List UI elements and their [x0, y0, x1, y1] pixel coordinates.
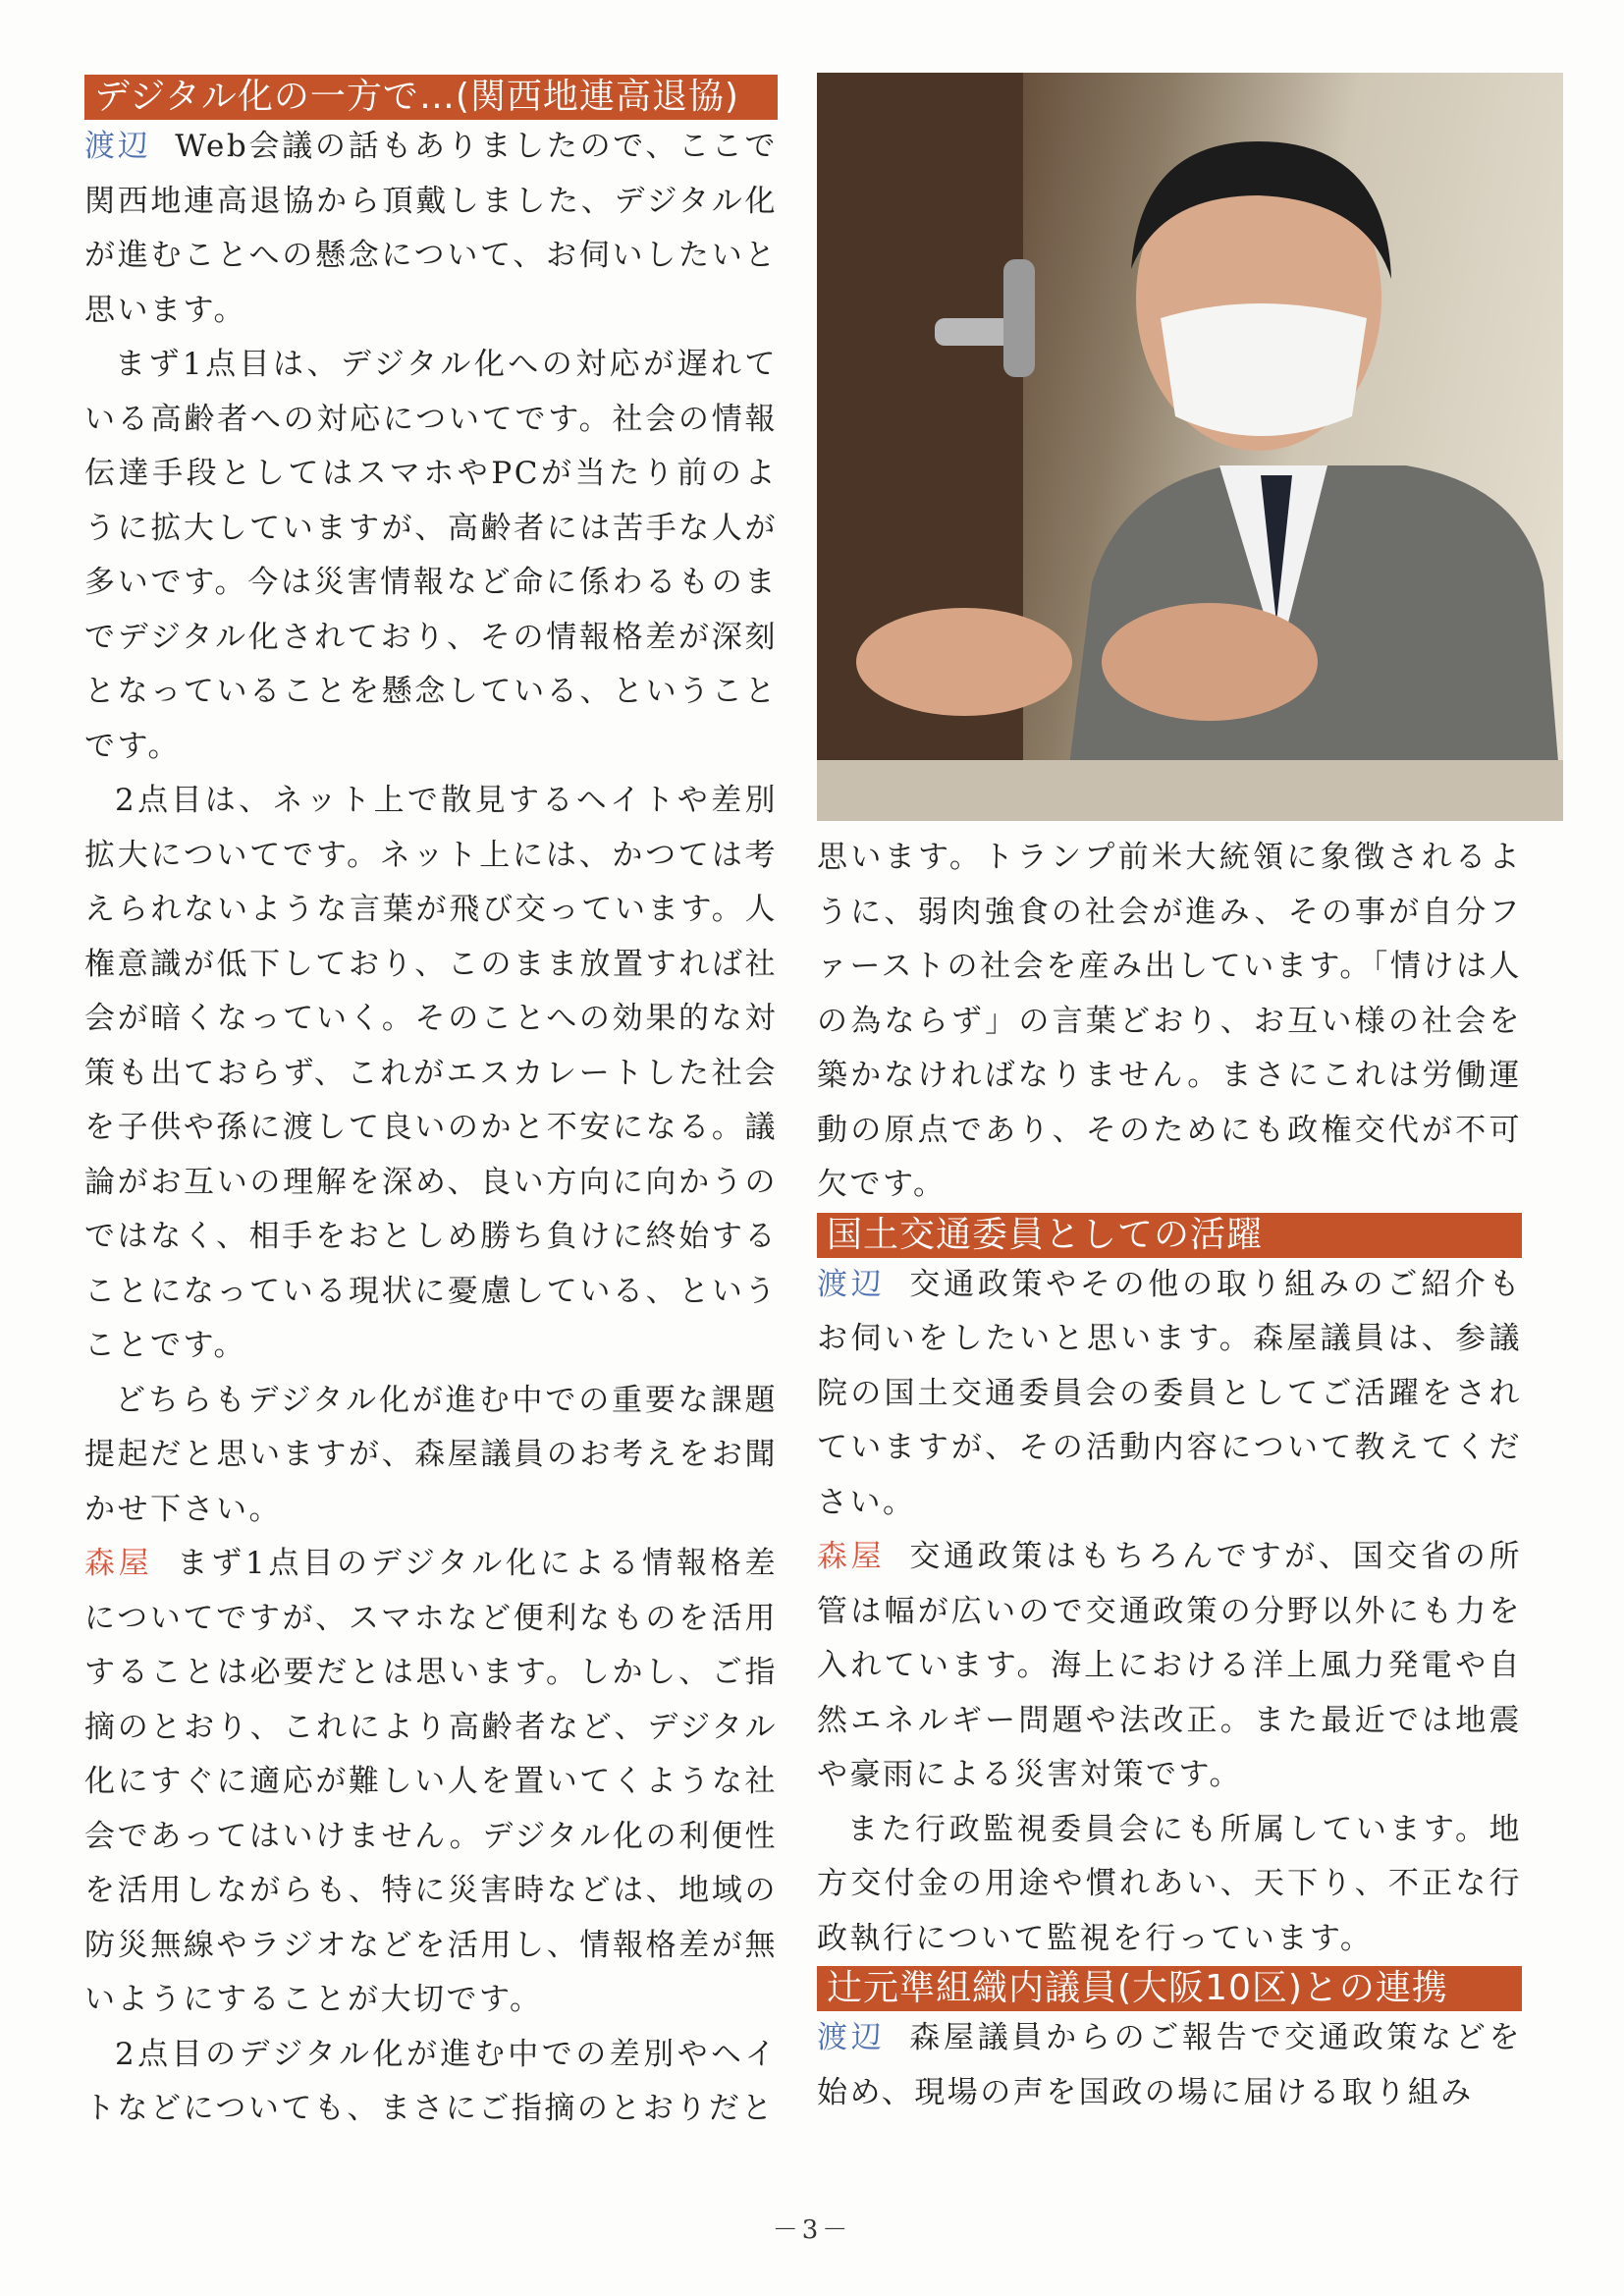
door-handle: [935, 318, 1013, 346]
paragraph: [817, 1258, 1522, 1531]
section-heading-tsujimoto: 辻元準組織内議員(大阪10区)との連携: [817, 1966, 1522, 2011]
right-column: [817, 831, 1522, 2120]
paragraph: [817, 1530, 1522, 1803]
section-heading-committee: 国土交通委員としての活躍: [817, 1213, 1522, 1258]
left-column: [84, 75, 778, 2137]
paragraph: また行政監視委員会にも所属しています。地方交付金の用途や慣れあい、天下り、不正な行政執行について監視を行っています。: [817, 1811, 1522, 1956]
paragraph: [84, 120, 778, 338]
paragraph-text: まず1点目のデジタル化による情報格差についてですが、スマホなど便利なものを活用することは必要だとは思います。しかし、ご指摘のとおり、これにより高齢者など、デジタル化にすぐに適応が難しい人を置いてくような社会であってはいけません。デジタル化の利便性を活用しながらも、特に災害時などは、地域の防災無線やラジオなどを活用し、情報格差が無いようにすることが大切です。: [84, 1546, 778, 2017]
speaker-label: 渡辺: [817, 2020, 886, 2055]
speaker-label: 渡辺: [84, 129, 151, 164]
speaker-label: 渡辺: [817, 1266, 886, 1302]
table: [817, 760, 1563, 821]
paragraph: どちらもデジタル化が進む中での重要な課題提起だと思いますが、森屋議員のお考えをお聞かせ下さい。: [84, 1382, 778, 1527]
paragraph-text: 交通政策やその他の取り組みのご紹介もお伺いをしたいと思います。森屋議員は、参議院の国土交通委員会の委員としてご活躍をされていますが、その活動内容について教えてください。: [817, 1266, 1523, 1520]
photo-illustration: [817, 73, 1563, 821]
paragraph-text: 森屋議員からのご報告で交通政策などを始め、現場の声を国政の場に届ける取り組み: [817, 2020, 1523, 2110]
paragraph: [817, 2011, 1522, 2120]
paragraph: 2点目のデジタル化が進む中での差別やヘイトなどについても、まさにご指摘のとおりだと: [84, 2036, 778, 2126]
face-mask: [1161, 303, 1367, 436]
paragraph: 2点目は、ネット上で散見するヘイトや差別拡大についてです。ネット上には、かつては考えられないような言葉が飛び交っています。人権意識が低下しており、このまま放置すれば社会が暗くなっていく。そのことへの効果的な対策も出ておらず、これがエスカレートした社会を子供や孫に渡して良いのかと不安になる。議論がお互いの理解を深め、良い方向に向かうのではなく、相手をおとしめ勝ち負けに終始することになっている現状に憂慮している、ということです。: [84, 783, 778, 1363]
speaker-label: 森屋: [84, 1546, 153, 1581]
speaker-label: 森屋: [817, 1539, 886, 1574]
interview-photo: [817, 73, 1563, 821]
door-handle-plate: [1003, 259, 1035, 377]
paragraph-text: Web会議の話もありましたので、ここで関西地連高退協から頂戴しました、デジタル化が進むことへの懸念について、お伺いしたいと思います。: [84, 129, 778, 328]
paragraph: 思います。トランプ前米大統領に象徴されるように、弱肉強食の社会が進み、その事が自分ファーストの社会を産み出しています。「情けは人の為ならず」の言葉どおり、お互い様の社会を築かなければなりません。まさにこれは労働運動の原点であり、そのためにも政権交代が不可欠です。: [817, 840, 1522, 1202]
paragraph-text: 交通政策はもちろんですが、国交省の所管は幅が広いので交通政策の分野以外にも力を入れています。海上における洋上風力発電や自然エネルギー問題や法改正。また最近では地震や豪雨による災害対策です。: [817, 1539, 1523, 1792]
paragraph: [84, 1537, 778, 2028]
page-number: －3－: [772, 2215, 852, 2245]
section-heading-digital: デジタル化の一方で…(関西地連高退協): [84, 75, 778, 120]
paragraph: まず1点目は、デジタル化への対応が遅れている高齢者への対応についてです。社会の情報伝達手段としてはスマホやPCが当たり前のように拡大していますが、高齢者には苦手な人が多いです。今は災害情報など命に係わるものまでデジタル化されており、その情報格差が深刻となっていることを懸念している、ということです。: [84, 347, 778, 764]
right-hand: [1102, 603, 1318, 721]
left-hand: [856, 608, 1072, 716]
